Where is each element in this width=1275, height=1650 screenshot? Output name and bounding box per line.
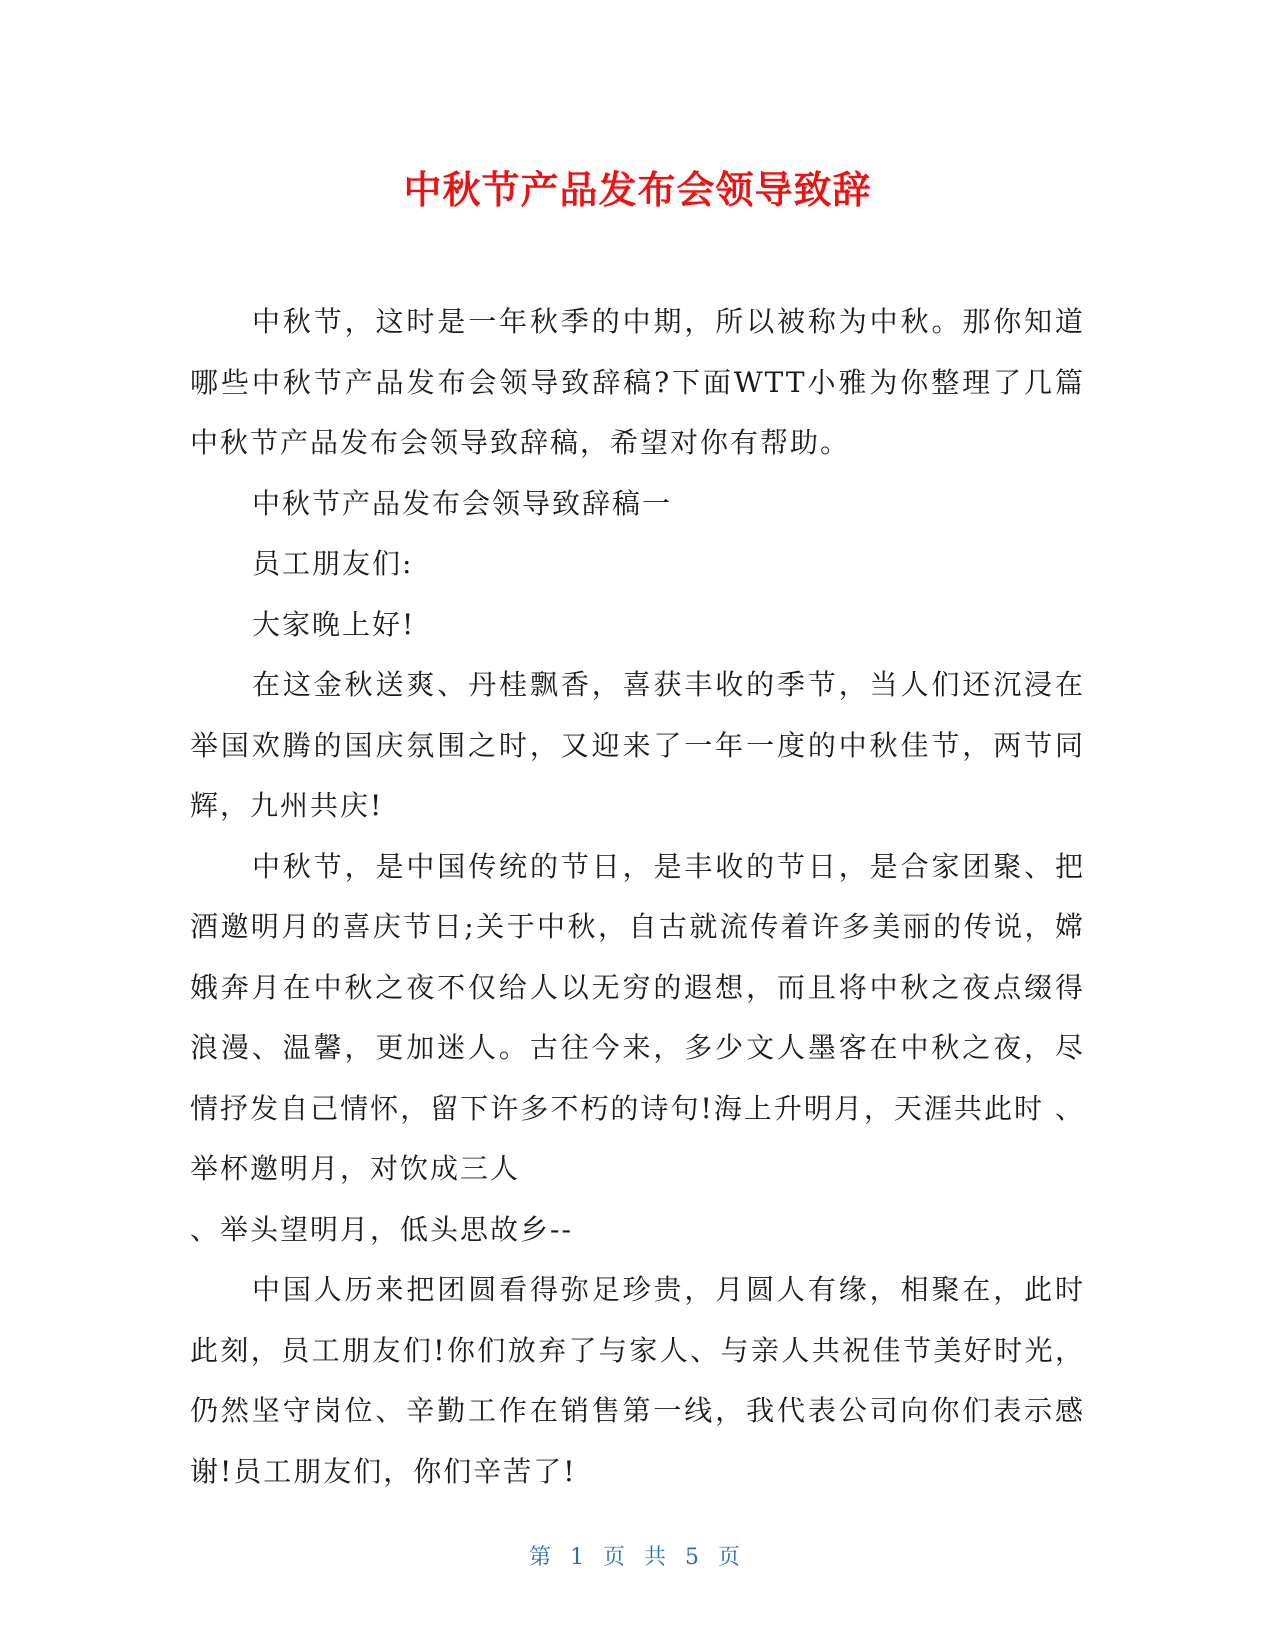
paragraph-heading: 中秋节产品发布会领导致辞稿一 [252,486,673,520]
paragraph-salutation: 员工朋友们: [252,547,414,580]
page-number-footer: 第 1 页 共 5 页 [529,1545,746,1570]
paragraph-autumn: 在这金秋送爽、丹桂飘香，喜获丰收的季节，当人们还沉浸在举国欢腾的国庆氛围之时，又迎来了一年一度的中秋佳节，两节同辉，九州共庆! [190,668,1085,822]
paragraph-poem-continuation: 、举头望明月，低头思故乡-- [190,1212,573,1246]
paragraph-festival: 中秋节，是中国传统的节日，是丰收的节日，是合家团聚、把酒邀明月的喜庆节日;关于中秋，自古就流传着许多美丽的传说，嫦娥奔月在中秋之夜不仅给人以无穷的遐想，而且将中秋之夜点缀得浪漫、温馨，更加迷人。古往今来，多少文人墨客在中秋之夜，尽情抒发自己情怀，留下许多不朽的诗句!海上升明月，天涯共此时 、举杯邀明月，对饮成三人 [190,849,1085,1185]
document-title: 中秋节产品发布会领导致辞 [403,168,872,212]
document-body [190,292,1085,1502]
paragraph-thanks: 中国人历来把团圆看得弥足珍贵，月圆人有缘，相聚在，此时此刻，员工朋友们!你们放弃了与家人、与亲人共祝佳节美好时光，仍然坚守岗位、辛勤工作在销售第一线，我代表公司向你们表示感谢!员工朋友们，你们辛苦了! [190,1273,1085,1488]
paragraph-intro: 中秋节，这时是一年秋季的中期，所以被称为中秋。那你知道哪些中秋节产品发布会领导致辞稿?下面WTT小雅为你整理了几篇中秋节产品发布会领导致辞稿，希望对你有帮助。 [190,305,1085,459]
paragraph-greeting: 大家晚上好! [252,607,416,641]
